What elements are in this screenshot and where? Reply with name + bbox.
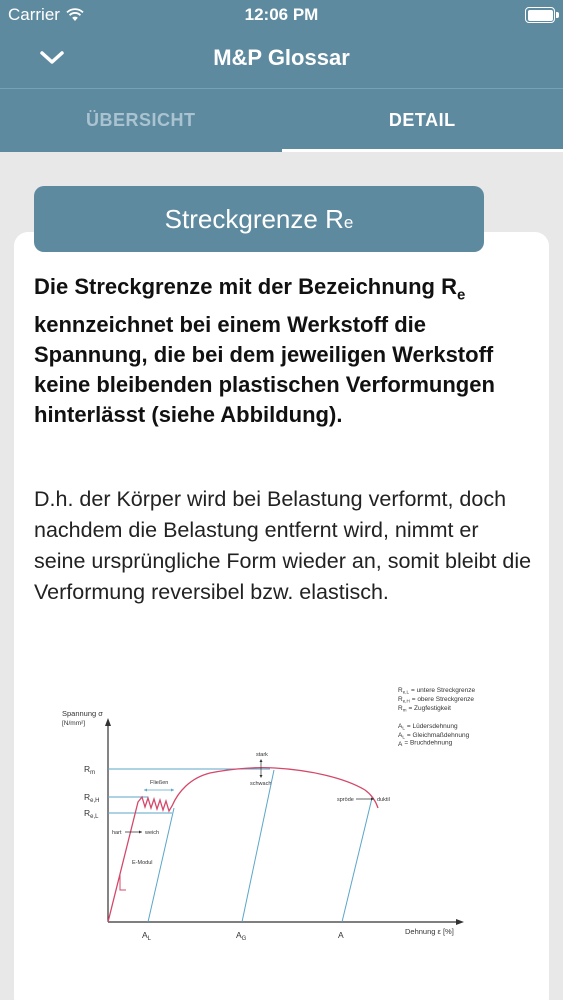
- clock: 12:06 PM: [244, 5, 319, 24]
- status-bar: [0, 0, 563, 30]
- unload-line-ag: [242, 770, 274, 922]
- legend-item: $R_{e,L}$ = untere Streckgrenze: [398, 687, 476, 695]
- chevron-down-icon: [39, 50, 65, 66]
- collapse-button[interactable]: [30, 40, 74, 76]
- stress-strain-diagram: [60, 680, 510, 950]
- unload-line-a: [342, 798, 372, 922]
- fliessen-arrow-left-icon: [144, 789, 147, 792]
- e-modul-slope-marker: [120, 875, 126, 890]
- tab-overview[interactable]: [0, 89, 282, 152]
- annotation-fliessen: Fließen: [150, 780, 169, 786]
- tab-detail-label: DETAIL: [388, 110, 456, 130]
- carrier-label: Carrier: [8, 5, 60, 24]
- legend-item: $R_m$ = Zugfestigkeit: [398, 705, 451, 713]
- annotation-stark: stark: [256, 752, 268, 758]
- battery-icon: [525, 7, 555, 23]
- x-axis-arrow-icon: [456, 919, 464, 925]
- entry-title: Streckgrenze R: [164, 203, 344, 234]
- x-axis-label: Dehnung ε [%]: [405, 927, 454, 936]
- annotation-emodul: E-Modul: [132, 860, 153, 866]
- annotation-duktil: duktil: [377, 797, 390, 803]
- y-tick-reh: $R_{e,H}$: [84, 792, 100, 804]
- schwach-arrow-icon: [260, 775, 263, 778]
- y-axis-label: Spannung σ: [62, 709, 103, 718]
- navigation-bar: [0, 30, 563, 88]
- y-tick-rm: $R_m$: [84, 764, 96, 776]
- tab-overview-label: ÜBERSICHT: [85, 110, 196, 130]
- lead-part-2: kennzeichnet bei einem Werkstoff die Spannung, die bei dem jeweiligen Werkstoff keine bleibenden plastischen Verformungen hinterlässt (siehe Abbildung).: [34, 312, 495, 428]
- y-axis-arrow-icon: [105, 718, 111, 726]
- x-tick-al: $A_L$: [142, 930, 152, 942]
- entry-body-text: D.h. der Körper wird bei Belastung verformt, doch nachdem die Belastung entfernt wird, nimmt er seine ursprüngliche Form wieder an, somit bleibt die Verformung reversibel bzw. elastisch.: [34, 487, 532, 604]
- legend-item: $A_L$ = Lüdersdehnung: [398, 723, 458, 731]
- y-tick-rel: $R_{e,L}$: [84, 808, 99, 820]
- x-tick-ag: $A_G$: [236, 930, 247, 942]
- lead-subscript: e: [457, 286, 466, 304]
- entry-lead-text: [34, 272, 524, 430]
- annotation-weich: weich: [145, 830, 160, 836]
- page-title: M&P Glossar: [213, 45, 350, 70]
- hart-weich-arrow-icon: [139, 831, 142, 834]
- diagram-legend: [398, 687, 475, 748]
- x-tick-a: A: [338, 930, 344, 940]
- fliessen-arrow-right-icon: [171, 789, 174, 792]
- annotation-hart: hart: [112, 830, 122, 836]
- y-axis-unit: [N/mm²]: [62, 720, 86, 727]
- legend-item: $R_{e,H}$ = obere Streckgrenze: [398, 696, 475, 704]
- tab-detail[interactable]: [282, 89, 563, 152]
- entry-title-subscript: e: [343, 213, 354, 232]
- annotation-schwach: schwach: [250, 781, 272, 787]
- stress-strain-curve: [108, 768, 378, 922]
- lead-part-1: Die Streckgrenze mit der Bezeichnung R: [34, 274, 457, 299]
- annotation-sproede: spröde: [337, 797, 354, 803]
- legend-item: $A_L$ = Gleichmaßdehnung: [398, 732, 470, 740]
- tab-bar: [0, 88, 563, 152]
- stark-arrow-icon: [260, 759, 263, 762]
- entry-heading: [34, 186, 484, 252]
- legend-item: A = Bruchdehnung: [398, 739, 453, 748]
